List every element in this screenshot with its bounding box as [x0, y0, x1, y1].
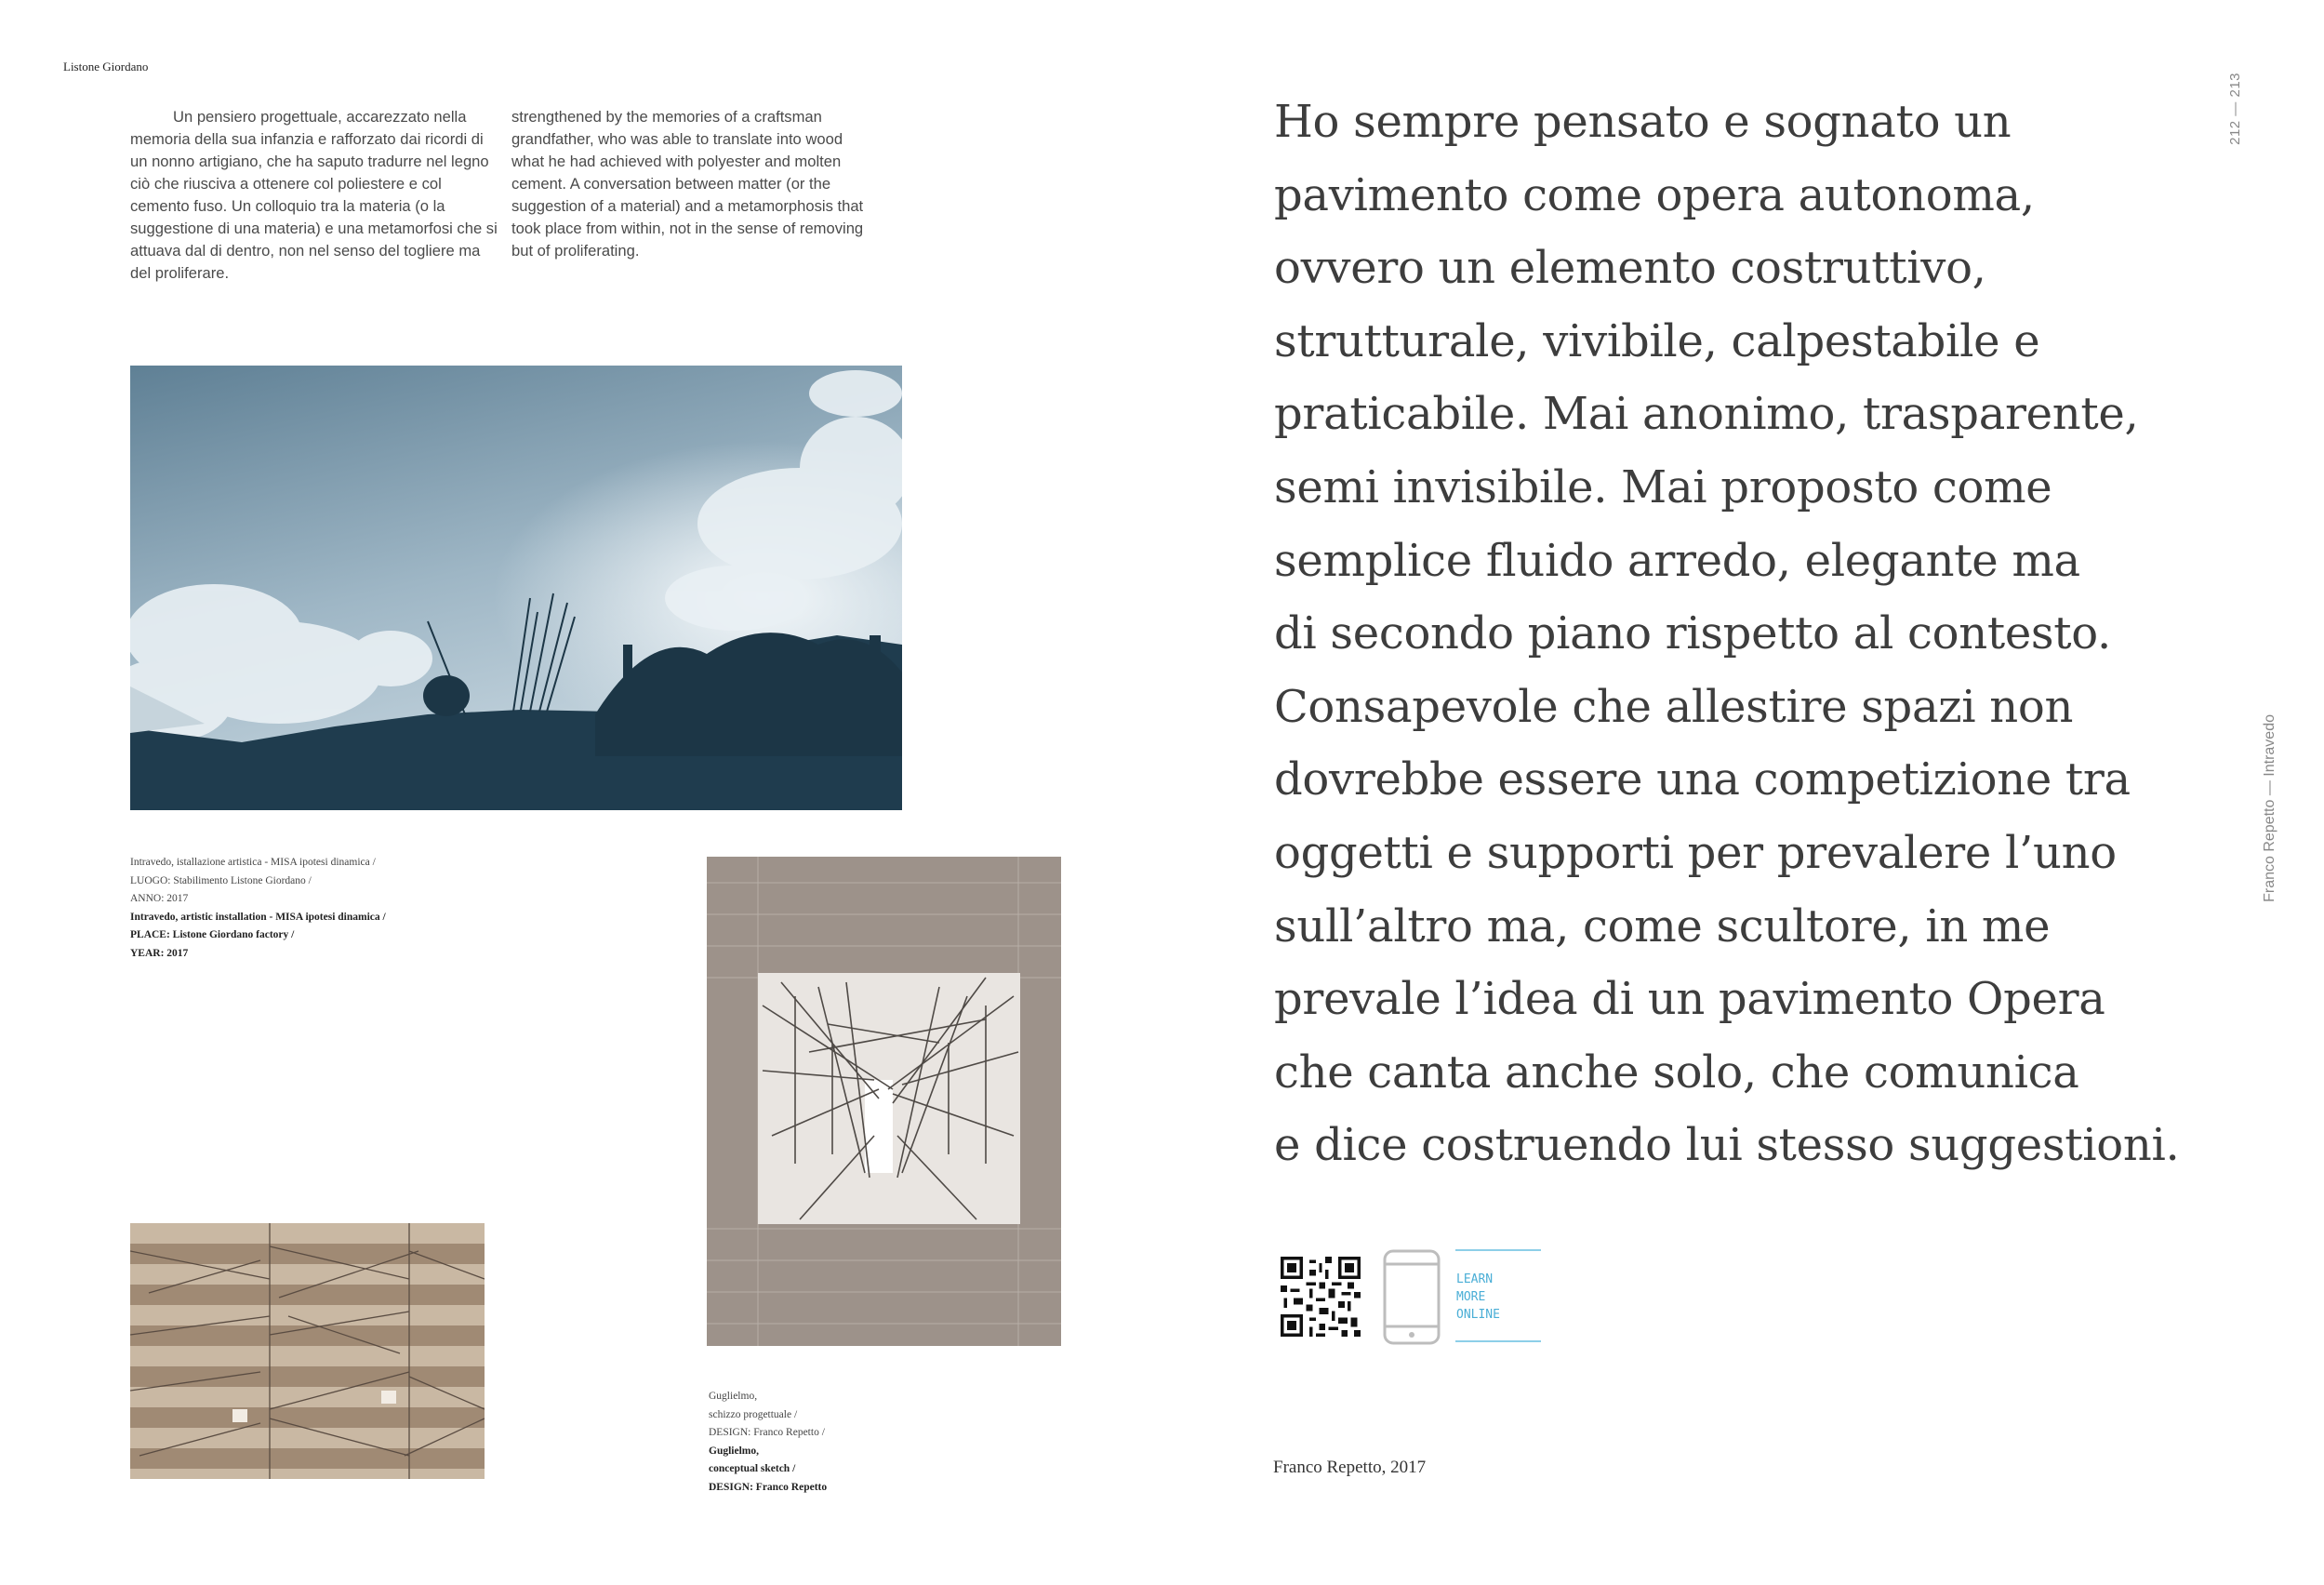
quote-line: che canta anche solo, che comunica [1274, 1046, 2079, 1099]
learn-more-line: LEARN [1456, 1272, 1494, 1286]
intro-italian: Un pensiero progettuale, accarezzato nella memoria della sua infanzia e rafforzato dai ricordi di un nonno artigiano, che ha saputo tradurre nel legno ciò che riusciva a ottenere col poliestere e col cemento fuso. Un colloquio tra la materia (o la suggestione di una materia) e una metamorfosi che si attuava dal di dentro, non nel senso del togliere ma del proliferare. [130, 108, 498, 282]
intro-english: strengthened by the memories of a craftsman grandfather, who was able to translate into wood what he had achieved with polyester and molten cement. A conversation between matter (or the suggestion of a material) and a metamorphosis that took place from within, not in the sense of removing but of proliferating. [511, 108, 864, 260]
caption-it-title: Intravedo, istallazione artistica - MISA ipotesi dinamica / [130, 857, 376, 868]
quote-line: oggetti e supporti per prevalere l’uno [1274, 826, 2117, 879]
qr-code-icon[interactable] [1281, 1257, 1361, 1337]
quote-line: e dice costruendo lui stesso suggestioni. [1274, 1119, 2180, 1172]
quote-line: di secondo piano rispetto al contesto. [1274, 607, 2111, 660]
smartphone-icon [1383, 1249, 1441, 1345]
page-numbers: 212 — 213 [2226, 73, 2243, 145]
quote-author: Franco Repetto, 2017 [1273, 1458, 1427, 1477]
caption-sketch-en-name: Guglielmo, [709, 1445, 759, 1457]
caption-sketch-it-name: Guglielmo, [709, 1391, 758, 1402]
learn-more-line: ONLINE [1456, 1308, 1500, 1322]
quote-line: Ho sempre pensato e sognato un [1274, 96, 2012, 148]
sketch-pattern-image [130, 1223, 485, 1479]
learn-more-line: MORE [1456, 1290, 1486, 1304]
caption-en-year: YEAR: 2017 [130, 947, 189, 959]
installation-caption [130, 854, 386, 963]
pull-quote [1274, 86, 2260, 1182]
caption-en-title: Intravedo, artistic installation - MISA ipotesi dinamica / [130, 911, 386, 923]
brand-header: Listone Giordano [63, 60, 149, 73]
quote-line: semplice fluido arredo, elegante ma [1274, 534, 2080, 587]
quote-line: pavimento come opera autonoma, [1274, 168, 2035, 221]
caption-it-place: LUOGO: Stabilimento Listone Giordano / [130, 874, 312, 886]
caption-sketch-it-desc: schizzo progettuale / [709, 1408, 798, 1420]
caption-sketch-it-design: DESIGN: Franco Repetto / [709, 1427, 825, 1438]
caption-it-year: ANNO: 2017 [130, 893, 189, 904]
quote-line: prevale l’idea di un pavimento Opera [1274, 973, 2105, 1026]
sketch-caption [709, 1388, 827, 1497]
quote-line: sull’altro ma, come scultore, in me [1274, 899, 2051, 952]
quote-line: praticabile. Mai anonimo, trasparente, [1274, 388, 2139, 441]
quote-line: strutturale, vivibile, calpestabile e [1274, 314, 2040, 367]
caption-sketch-en-desc: conceptual sketch / [709, 1463, 796, 1474]
caption-sketch-en-design: DESIGN: Franco Repetto [709, 1481, 828, 1493]
sketch-perspective-image [707, 857, 1061, 1346]
learn-more-online-link[interactable] [1455, 1249, 1541, 1342]
quote-line: Consapevole che allestire spazi non [1274, 680, 2074, 733]
installation-photo [130, 366, 902, 810]
quote-line: ovvero un elemento costruttivo, [1274, 242, 1986, 295]
running-title: Franco Repetto — Intravedo [2262, 714, 2278, 902]
quote-line: dovrebbe essere una competizione tra [1274, 753, 2131, 806]
caption-en-place: PLACE: Listone Giordano factory / [130, 929, 295, 940]
quote-line: semi invisibile. Mai proposto come [1274, 460, 2052, 513]
